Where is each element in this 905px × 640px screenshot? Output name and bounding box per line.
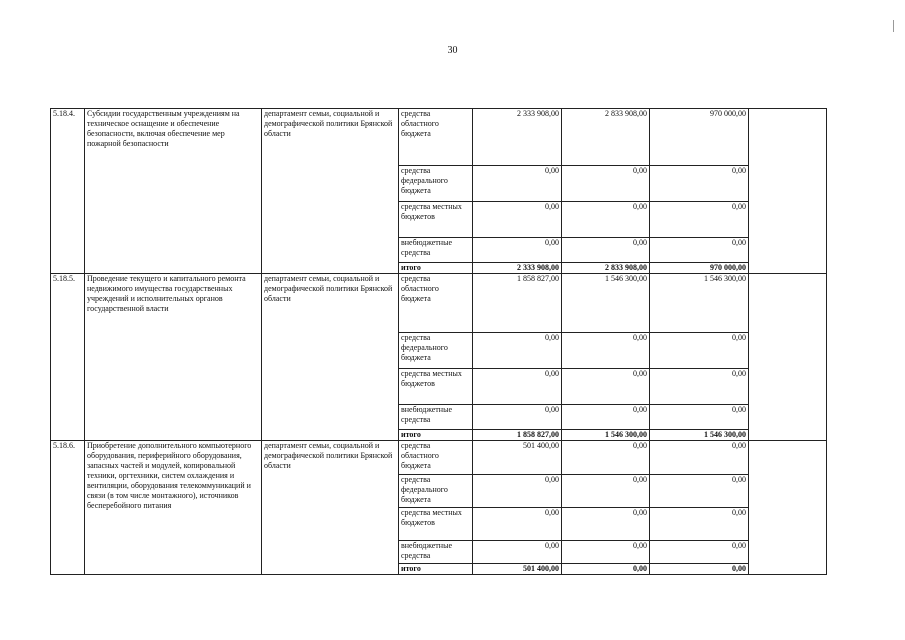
amount-year-3: 0,00 bbox=[650, 564, 749, 575]
funding-source: средства федерального бюджета bbox=[399, 166, 473, 202]
amount-year-3: 0,00 bbox=[650, 369, 749, 405]
amount-year-1: 0,00 bbox=[473, 475, 562, 508]
amount-year-2: 1 546 300,00 bbox=[562, 430, 650, 441]
funding-source: средства местных бюджетов bbox=[399, 202, 473, 238]
funding-source-total: итого bbox=[399, 263, 473, 274]
amount-year-3: 0,00 bbox=[650, 508, 749, 541]
amount-year-3: 1 546 300,00 bbox=[650, 430, 749, 441]
funding-source: средства областного бюджета bbox=[399, 109, 473, 166]
funding-source-total: итого bbox=[399, 564, 473, 575]
amount-year-3: 0,00 bbox=[650, 405, 749, 430]
item-title: Проведение текущего и капитального ремонта недвижимого имущества государственных учреждений и исполнительных органов государственной власти bbox=[85, 274, 262, 441]
amount-year-1: 0,00 bbox=[473, 541, 562, 564]
amount-year-1: 0,00 bbox=[473, 238, 562, 263]
table-row bbox=[51, 274, 827, 333]
amount-year-2: 0,00 bbox=[562, 333, 650, 369]
item-executor: департамент семьи, социальной и демографической политики Брянской области bbox=[262, 441, 399, 575]
amount-year-1: 501 400,00 bbox=[473, 441, 562, 475]
item-code: 5.18.5. bbox=[51, 274, 85, 441]
amount-year-3: 0,00 bbox=[650, 166, 749, 202]
amount-year-1: 1 858 827,00 bbox=[473, 274, 562, 333]
funding-source: внебюджетные средства bbox=[399, 238, 473, 263]
amount-year-2: 0,00 bbox=[562, 369, 650, 405]
item-title: Приобретение дополнительного компьютерного оборудования, периферийного оборудования, запасных частей и модулей, копировальной техники, оргтехники, систем охлаждения и вентиляции, оборудования телекоммуникаций и связи (в том числе монтажного), источников бесперебойного питания bbox=[85, 441, 262, 575]
item-executor: департамент семьи, социальной и демографической политики Брянской области bbox=[262, 109, 399, 274]
amount-year-2: 2 833 908,00 bbox=[562, 109, 650, 166]
page-number: 30 bbox=[447, 45, 458, 56]
amount-year-1: 0,00 bbox=[473, 369, 562, 405]
funding-source: средства федерального бюджета bbox=[399, 475, 473, 508]
amount-year-2: 0,00 bbox=[562, 541, 650, 564]
item-code: 5.18.6. bbox=[51, 441, 85, 575]
item-executor: департамент семьи, социальной и демографической политики Брянской области bbox=[262, 274, 399, 441]
table-row bbox=[51, 441, 827, 475]
amount-year-1: 0,00 bbox=[473, 333, 562, 369]
amount-year-3: 0,00 bbox=[650, 333, 749, 369]
amount-year-1: 0,00 bbox=[473, 405, 562, 430]
scan-edge-mark bbox=[893, 20, 894, 32]
funding-source: внебюджетные средства bbox=[399, 405, 473, 430]
amount-year-3: 970 000,00 bbox=[650, 263, 749, 274]
amount-year-2: 0,00 bbox=[562, 475, 650, 508]
amount-year-1: 0,00 bbox=[473, 508, 562, 541]
funding-source: средства федерального бюджета bbox=[399, 333, 473, 369]
empty-cell bbox=[749, 109, 827, 274]
empty-cell bbox=[749, 274, 827, 441]
amount-year-3: 0,00 bbox=[650, 441, 749, 475]
amount-year-1: 1 858 827,00 bbox=[473, 430, 562, 441]
funding-source-total: итого bbox=[399, 430, 473, 441]
amount-year-2: 0,00 bbox=[562, 166, 650, 202]
amount-year-3: 0,00 bbox=[650, 238, 749, 263]
funding-source: внебюджетные средства bbox=[399, 541, 473, 564]
amount-year-2: 0,00 bbox=[562, 508, 650, 541]
amount-year-1: 2 333 908,00 bbox=[473, 109, 562, 166]
empty-cell bbox=[749, 441, 827, 575]
amount-year-3: 0,00 bbox=[650, 541, 749, 564]
amount-year-2: 2 833 908,00 bbox=[562, 263, 650, 274]
funding-source: средства областного бюджета bbox=[399, 441, 473, 475]
item-title: Субсидии государственным учреждениям на техническое оснащение и обеспечение безопасности, включая обеспечение мер пожарной безопасности bbox=[85, 109, 262, 274]
table-row bbox=[51, 109, 827, 166]
amount-year-2: 1 546 300,00 bbox=[562, 274, 650, 333]
amount-year-1: 2 333 908,00 bbox=[473, 263, 562, 274]
budget-table bbox=[50, 108, 827, 575]
amount-year-1: 0,00 bbox=[473, 166, 562, 202]
amount-year-2: 0,00 bbox=[562, 405, 650, 430]
funding-source: средства местных бюджетов bbox=[399, 508, 473, 541]
amount-year-3: 970 000,00 bbox=[650, 109, 749, 166]
amount-year-1: 501 400,00 bbox=[473, 564, 562, 575]
funding-source: средства местных бюджетов bbox=[399, 369, 473, 405]
amount-year-1: 0,00 bbox=[473, 202, 562, 238]
amount-year-2: 0,00 bbox=[562, 441, 650, 475]
amount-year-3: 0,00 bbox=[650, 202, 749, 238]
amount-year-2: 0,00 bbox=[562, 238, 650, 263]
item-code: 5.18.4. bbox=[51, 109, 85, 274]
amount-year-3: 0,00 bbox=[650, 475, 749, 508]
funding-source: средства областного бюджета bbox=[399, 274, 473, 333]
amount-year-2: 0,00 bbox=[562, 202, 650, 238]
amount-year-3: 1 546 300,00 bbox=[650, 274, 749, 333]
amount-year-2: 0,00 bbox=[562, 564, 650, 575]
